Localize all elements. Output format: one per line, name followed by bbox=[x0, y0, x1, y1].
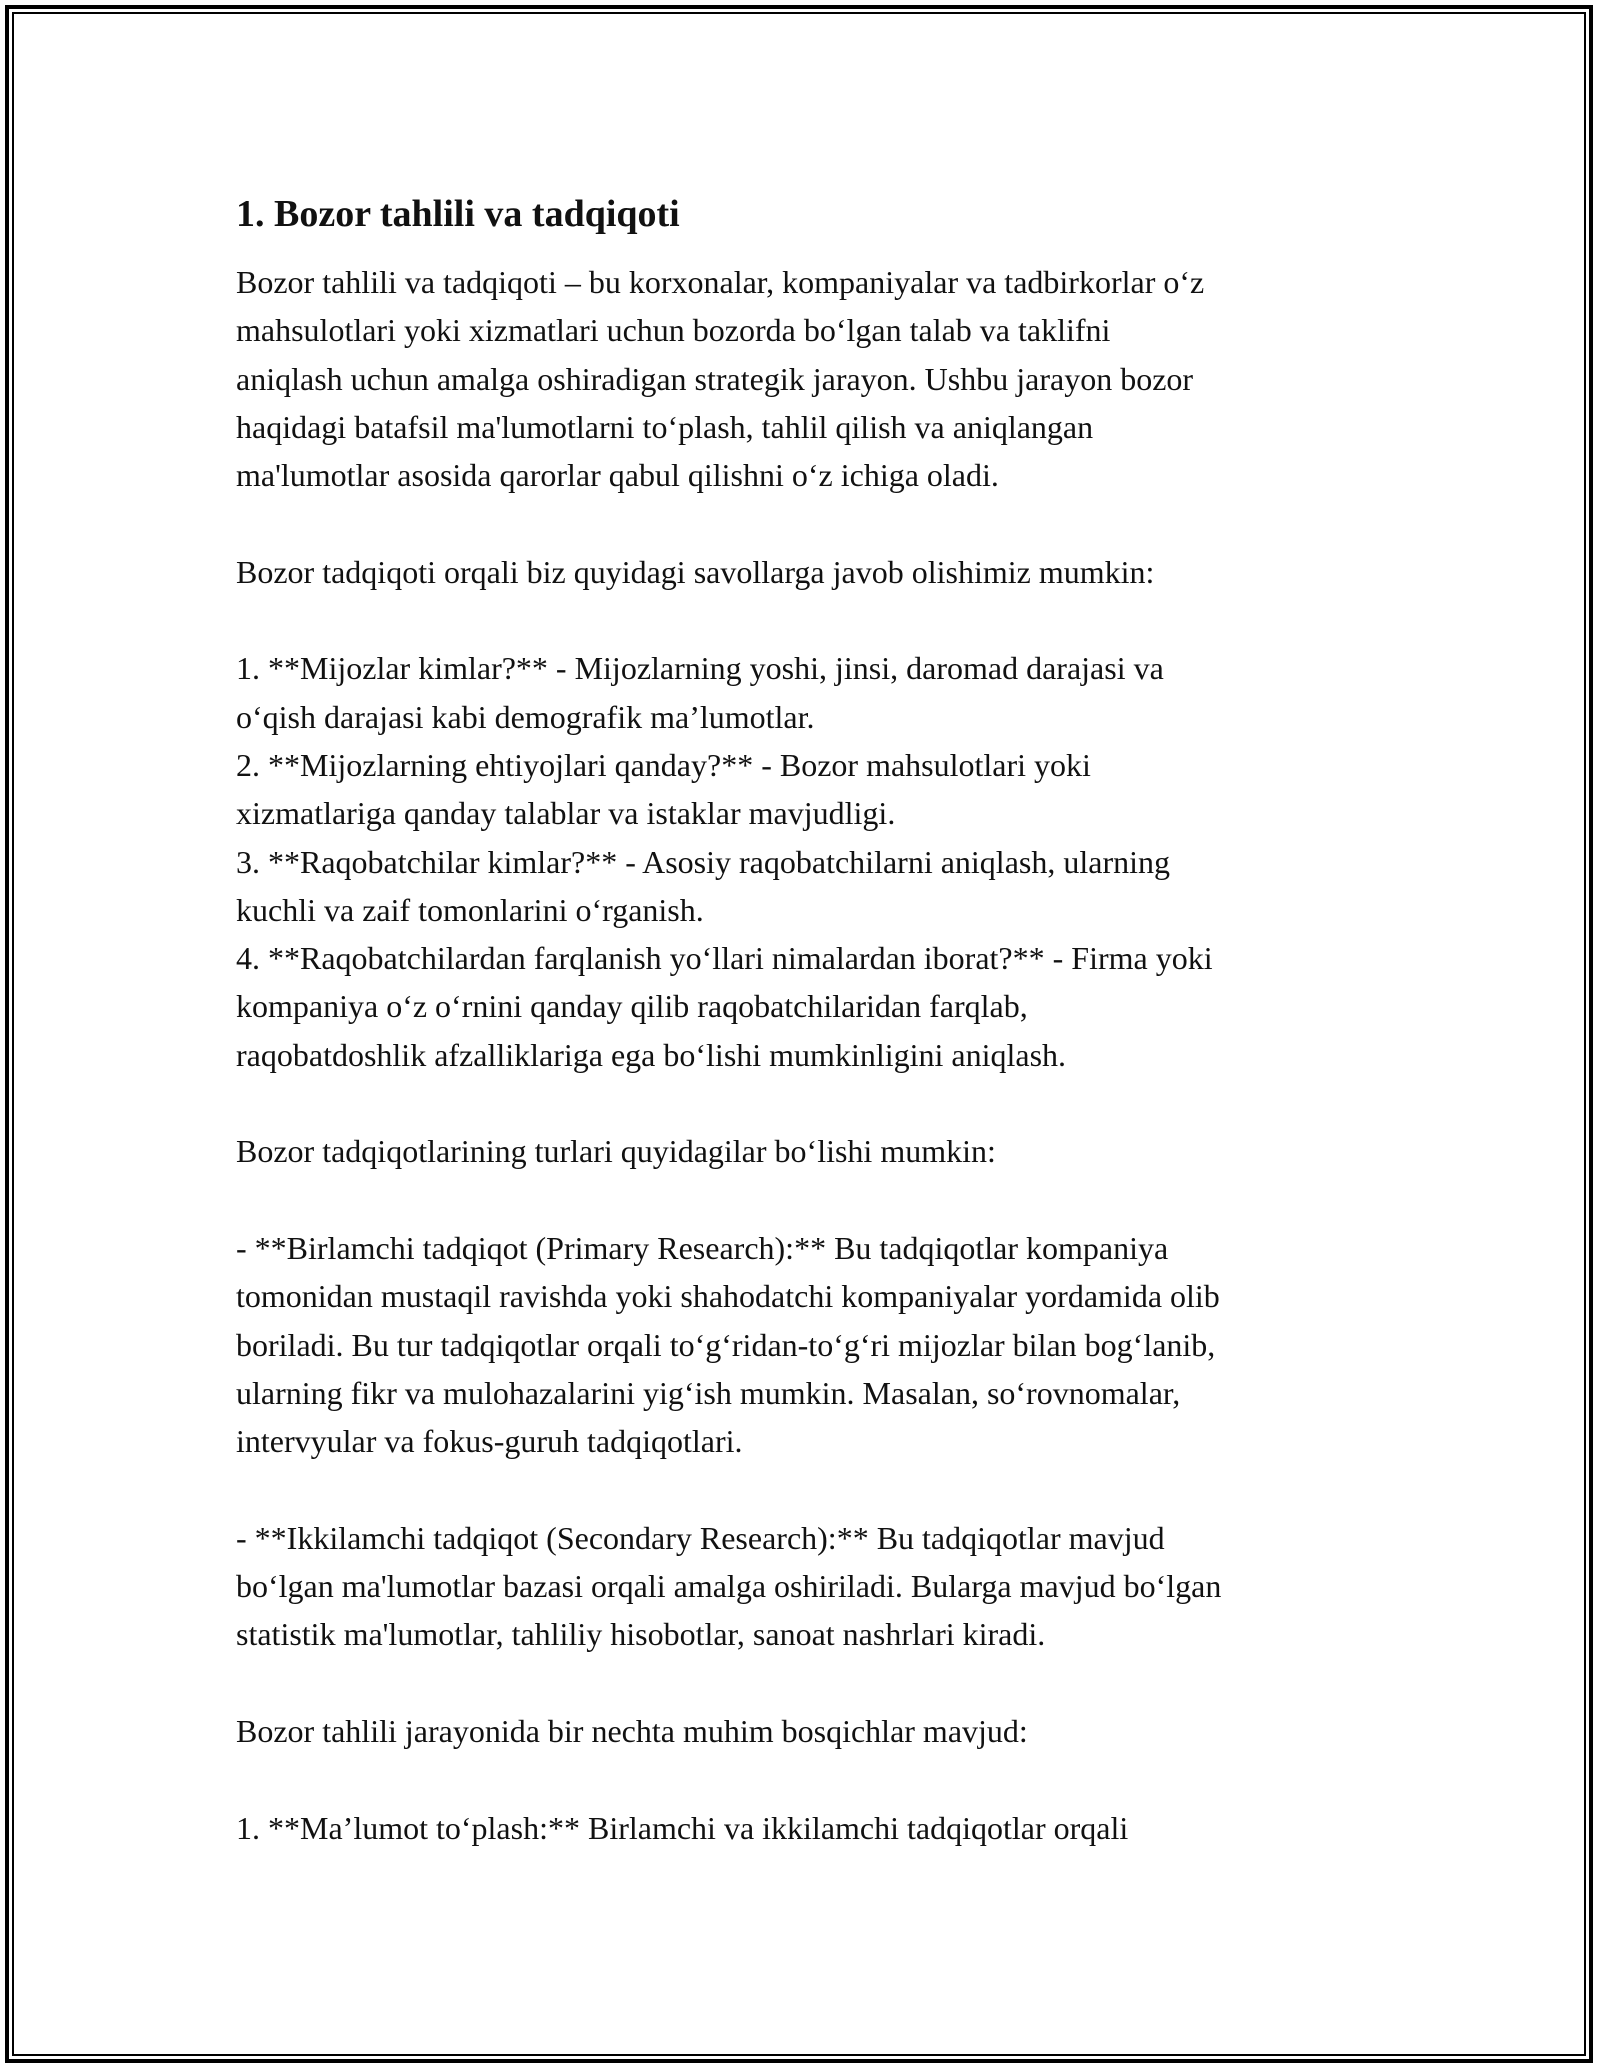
text-line: raqobatdoshlik afzalliklariga ega bo‘lishi mumkinligini aniqlash. bbox=[236, 1036, 1067, 1073]
text-line: Bozor tahlili va tadqiqoti – bu korxonalar, kompaniyalar va tadbirkorlar o‘z bbox=[236, 264, 1205, 300]
paragraph-gap bbox=[236, 596, 1396, 644]
text-line: 1. **Mijozlar kimlar?** - Mijozlarning yoshi, jinsi, daromad darajasi va bbox=[236, 650, 1164, 687]
paragraph bbox=[236, 1224, 1396, 1465]
paragraph bbox=[236, 258, 1396, 499]
page-title: 1. Bozor tahlili va tadqiqoti bbox=[236, 193, 680, 235]
text-line: 4. **Raqobatchilardan farqlanish yo‘llari nimalardan iborat?** - Firma yoki bbox=[236, 940, 1213, 977]
text-line: tomonidan mustaqil ravishda yoki shahodatchi kompaniyalar yordamida olib bbox=[236, 1278, 1220, 1315]
paragraph bbox=[236, 1127, 1396, 1175]
document-body bbox=[236, 190, 1396, 1852]
text-line: 1. **Ma’lumot to‘plash:** Birlamchi va ikkilamchi tadqiqotlar orqali bbox=[236, 1809, 1129, 1846]
paragraph bbox=[236, 1804, 1396, 1852]
text-line: o‘qish darajasi kabi demografik ma’lumotlar. bbox=[236, 698, 815, 735]
paragraph-gap bbox=[236, 1079, 1396, 1127]
text-line: haqidagi batafsil ma'lumotlarni to‘plash, tahlil qilish va aniqlangan bbox=[236, 408, 1094, 445]
paragraph-gap bbox=[236, 499, 1396, 547]
text-line: ularning fikr va mulohazalarini yig‘ish mumkin. Masalan, so‘rovnomalar, bbox=[236, 1374, 1181, 1411]
paragraph-gap bbox=[236, 1755, 1396, 1803]
text-line: boriladi. Bu tur tadqiqotlar orqali to‘g‘ridan-to‘g‘ri mijozlar bilan bog‘lanib, bbox=[236, 1326, 1216, 1363]
text-line: mahsulotlari yoki xizmatlari uchun bozorda bo‘lgan talab va taklifni bbox=[236, 312, 1111, 349]
paragraph bbox=[236, 1514, 1396, 1659]
text-line: Bozor tadqiqotlarining turlari quyidagilar bo‘lishi mumkin: bbox=[236, 1133, 996, 1170]
paragraph bbox=[236, 548, 1396, 596]
text-line: xizmatlariga qanday talablar va istaklar mavjudligi. bbox=[236, 795, 896, 832]
text-line: 2. **Mijozlarning ehtiyojlari qanday?** - Bozor mahsulotlari yoki bbox=[236, 746, 1091, 783]
text-line: kompaniya o‘z o‘rnini qanday qilib raqobatchilaridan farqlab, bbox=[236, 988, 1028, 1025]
text-line: intervyular va fokus-guruh tadqiqotlari. bbox=[236, 1423, 743, 1460]
text-line: 3. **Raqobatchilar kimlar?** - Asosiy raqobatchilarni aniqlash, ularning bbox=[236, 843, 1170, 880]
document-blocks bbox=[236, 258, 1396, 1852]
text-line: Bozor tadqiqoti orqali biz quyidagi savollarga javob olishimiz mumkin: bbox=[236, 553, 1155, 590]
text-line: - **Birlamchi tadqiqot (Primary Research):** Bu tadqiqotlar kompaniya bbox=[236, 1229, 1169, 1266]
text-line: Bozor tahlili jarayonida bir nechta muhim bosqichlar mavjud: bbox=[236, 1712, 1028, 1749]
paragraph-gap bbox=[236, 1176, 1396, 1224]
text-line: kuchli va zaif tomonlarini o‘rganish. bbox=[236, 891, 704, 928]
text-line: ma'lumotlar asosida qarorlar qabul qilishni o‘z ichiga oladi. bbox=[236, 457, 999, 494]
paragraph bbox=[236, 644, 1396, 1079]
text-line: bo‘lgan ma'lumotlar bazasi orqali amalga oshiriladi. Bularga mavjud bo‘lgan bbox=[236, 1568, 1222, 1605]
paragraph-gap bbox=[236, 1465, 1396, 1513]
text-line: statistik ma'lumotlar, tahliliy hisobotlar, sanoat nashrlari kiradi. bbox=[236, 1616, 1046, 1653]
paragraph bbox=[236, 1707, 1396, 1755]
text-line: - **Ikkilamchi tadqiqot (Secondary Research):** Bu tadqiqotlar mavjud bbox=[236, 1519, 1165, 1556]
paragraph-gap bbox=[236, 1659, 1396, 1707]
text-line: aniqlash uchun amalga oshiradigan strategik jarayon. Ushbu jarayon bozor bbox=[236, 360, 1194, 397]
